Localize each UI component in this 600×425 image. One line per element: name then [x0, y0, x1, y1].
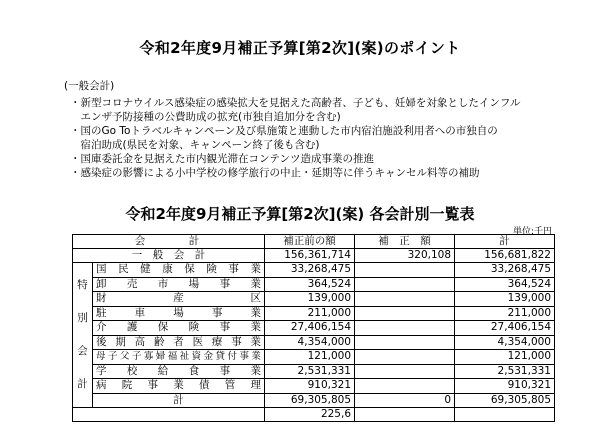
special-total-amount: 0 [355, 393, 455, 408]
special-before: 33,268,475 [265, 263, 355, 278]
special-total: 33,268,475 [455, 263, 555, 278]
special-label [93, 335, 265, 350]
special-before: 364,524 [265, 277, 355, 292]
special-total: 27,406,154 [455, 321, 555, 336]
special-label [93, 263, 265, 278]
point-line: ・国庫委託金を見据えた市内観光滞在コンテンツ造成事業の推進 [70, 153, 374, 165]
special-before: 910,321 [265, 379, 355, 394]
point-line: 宿泊助成(県民を対象、キャンペーン終了後も含む) [70, 139, 320, 151]
page-title: 令和2年度9月補正予算[第2次](案)のポイント [139, 39, 461, 57]
special-total-before: 69,305,805 [265, 393, 355, 408]
table-header-row [73, 235, 555, 249]
point-line: エンザ予防接種の公費助成の拡充(市独自追加分を含む) [70, 111, 341, 123]
table-row [73, 321, 555, 336]
special-total: 121,000 [455, 350, 555, 365]
special-total: 211,000 [455, 306, 555, 321]
special-amount [355, 306, 455, 321]
special-before: 2,531,331 [265, 364, 355, 379]
label-text: 財 産 区 [96, 292, 261, 305]
general-amount: 320,108 [355, 249, 455, 263]
special-amount [355, 321, 455, 336]
special-before: 139,000 [265, 292, 355, 307]
general-total: 156,681,822 [455, 249, 555, 263]
table-row [73, 364, 555, 379]
table-row [73, 335, 555, 350]
header-total: 計 [455, 235, 555, 249]
special-before: 4,354,000 [265, 335, 355, 350]
special-label [93, 350, 265, 365]
special-total: 4,354,000 [455, 335, 555, 350]
table-title: 令和2年度9月補正予算[第2次](案) 各会計別一覧表 [125, 205, 475, 223]
header-before: 補正前の額 [265, 235, 355, 249]
special-amount [355, 263, 455, 278]
grand-total-row-partial [73, 408, 555, 422]
point-line: ・国のGo Toトラベルキャンペーン及び県施策と連動した市内宿泊施設利用者への市独自の [70, 125, 498, 137]
unit-label: 単位:千円 [512, 227, 552, 237]
key-points-list [70, 96, 520, 180]
special-amount [355, 292, 455, 307]
special-amount [355, 379, 455, 394]
special-total: 364,524 [455, 277, 555, 292]
label-text: 卸 売 市 場 事 業 [96, 277, 261, 290]
label-text: 学 校 給 食 事 業 [96, 364, 261, 377]
special-label [93, 306, 265, 321]
header-account: 会 計 [73, 235, 265, 249]
table-row [73, 350, 555, 365]
label-text: 国 民 健 康 保 険 事 業 [96, 263, 261, 276]
special-label [93, 364, 265, 379]
special-total: 2,531,331 [455, 364, 555, 379]
label-text: 病 院 事 業 債 管 理 [96, 379, 261, 392]
special-before: 211,000 [265, 306, 355, 321]
table-row [73, 292, 555, 307]
special-total-label: 計 [93, 393, 265, 408]
label-text: 母 子 父 子 寡 婦 福 祉 資 金 貸 付 事 業 [96, 351, 261, 363]
special-before: 27,406,154 [265, 321, 355, 336]
special-amount [355, 335, 455, 350]
special-before: 121,000 [265, 350, 355, 365]
special-label [93, 292, 265, 307]
label-text: 駐 車 場 事 業 [96, 306, 261, 319]
special-total-total: 69,305,805 [455, 393, 555, 408]
general-before: 156,361,714 [265, 249, 355, 263]
label-text: 介 護 保 険 事 業 [96, 321, 261, 334]
special-account-group-label: 特 別 会 計 [73, 263, 93, 408]
point-line: ・感染症の影響による小中学校の修学旅行の中止・延期等に伴うキャンセル料等の補助 [70, 167, 480, 179]
special-amount [355, 364, 455, 379]
table-row [73, 277, 555, 292]
point-line: ・新型コロナウイルス感染症の感染拡大を見据えた高齢者、子ども、妊婦を対象としたインフル [70, 97, 521, 109]
grand-total-before: 225,6 [265, 408, 355, 422]
label-text: 後 期 高 齢 者 医 療 事 業 [96, 335, 261, 348]
special-total: 139,000 [455, 292, 555, 307]
table-row [73, 306, 555, 321]
special-total: 910,321 [455, 379, 555, 394]
header-amount: 補 正 額 [355, 235, 455, 249]
general-label: 一 般 会 計 [73, 249, 265, 263]
special-label [93, 277, 265, 292]
section-label: (一般会計) [64, 80, 115, 92]
special-amount [355, 277, 455, 292]
table-row [73, 379, 555, 394]
general-account-row [73, 249, 555, 263]
special-label [93, 379, 265, 394]
special-amount [355, 350, 455, 365]
budget-table [72, 234, 555, 422]
special-total-row [73, 393, 555, 408]
special-label [93, 321, 265, 336]
table-row [73, 263, 555, 278]
